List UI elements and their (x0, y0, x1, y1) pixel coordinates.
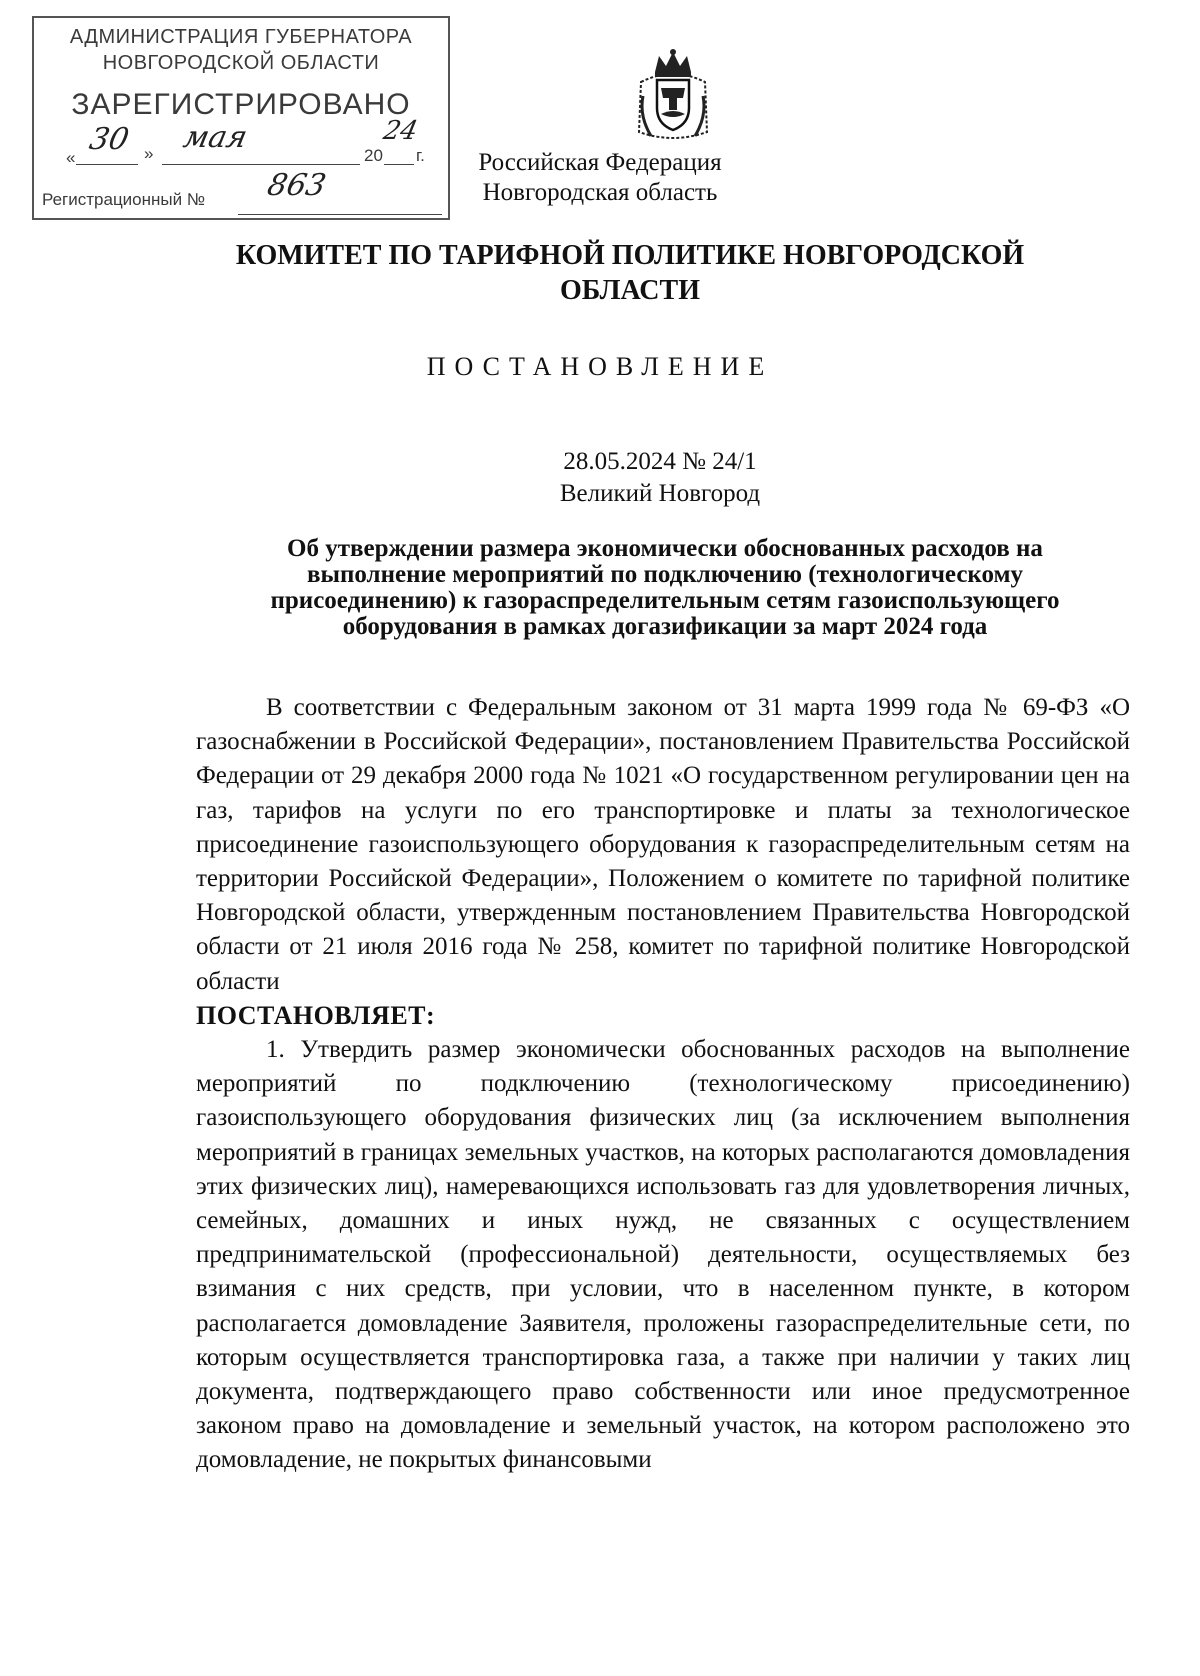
stamp-year-prefix: 20 (364, 146, 383, 165)
stamp-org-line1: АДМИНИСТРАЦИЯ ГУБЕРНАТОРА (69, 26, 413, 48)
stamp-date-row: « 30 » мая 20 24 г. (66, 116, 425, 167)
stamp-reg-number-handwritten: 863 (264, 168, 329, 203)
stamp-org-line2: НОВГОРОДСКОЙ ОБЛАСТИ (102, 52, 380, 74)
stamp-month-handwritten: мая (180, 120, 251, 155)
committee-name: КОМИТЕТ ПО ТАРИФНОЙ ПОЛИТИКЕ НОВГОРОДСКОЙ ОБЛАСТИ (235, 240, 1025, 306)
document-city: Великий Новгород (559, 480, 761, 507)
preamble-paragraph: В соответствии с Федеральным законом от 31 марта 1999 года № 69-ФЗ «О газоснабжении в Российской Федерации», постановлением Правительства Российской Федерации от 29 декабря 2000 года № 1021 «О государственном регулировании цен на газ, тарифов на услуги по его транспортировке и платы за технологическое присоединение газоиспользующего оборудования к газораспределительным сетям на территории Российской Федерации», Положением о комитете по тарифной политике Новгородской области, утвержденным постановлением Правительства Новгородской области от 21 июля 2016 года № 258, комитет по тарифной политике Новгородской области (196, 694, 1130, 995)
stamp-day-handwritten: 30 (86, 122, 132, 157)
stamp-title: ЗАРЕГИСТРИРОВАНО (71, 88, 411, 121)
region-name: Новгородская область (482, 179, 718, 206)
stamp-year-suffix: г. (416, 146, 425, 165)
federation-block (0, 148, 1200, 208)
item-1-paragraph: 1. Утвердить размер экономически обоснованных расходов на выполнение мероприятий по подключению (технологическому присоединению) газоиспользующего оборудования физических лиц (за исключением выполнения мероприятий в границах земельных участков, на которых располагаются домовладения этих физических лиц), намеревающихся использовать газ для удовлетворения личных, семейных, домашних и иных нужд, не связанных с осуществлением предпринимательской (профессиональной) деятельности, осуществляемых без взимания с них средств, при условии, что в населенном пункте, в котором располагается домовладение Заявителя, проложены газораспределительные сети, по которым осуществляется транспортировка газа, а также при наличии у таких лиц документа, подтверждающего право собственности или иное предусмотренное законом право на домовладение и земельный участок, на котором расположено это домовладение, не покрытых финансовыми (196, 1036, 1130, 1474)
stamp-reg-label: Регистрационный № (42, 190, 206, 209)
document-subject: Об утверждении размера экономически обоснованных расходов на выполнение мероприятий по подключению (технологическому присоединению) к газораспределительным сетям газоиспользующего оборудования в рамках догазификации за март 2024 года (270, 535, 1060, 640)
document-body (196, 691, 1130, 1478)
decree-keyword: ПОСТАНОВЛЯЕТ: (196, 1000, 436, 1030)
coat-of-arms-icon (633, 46, 713, 146)
document-type: ПОСТАНОВЛЕНИЕ (426, 352, 774, 381)
stamp-year-handwritten: 24 (380, 116, 421, 146)
date-number-block (450, 446, 870, 510)
country-name: Российская Федерация (478, 149, 722, 176)
document-date-number: 28.05.2024 № 24/1 (563, 448, 757, 475)
